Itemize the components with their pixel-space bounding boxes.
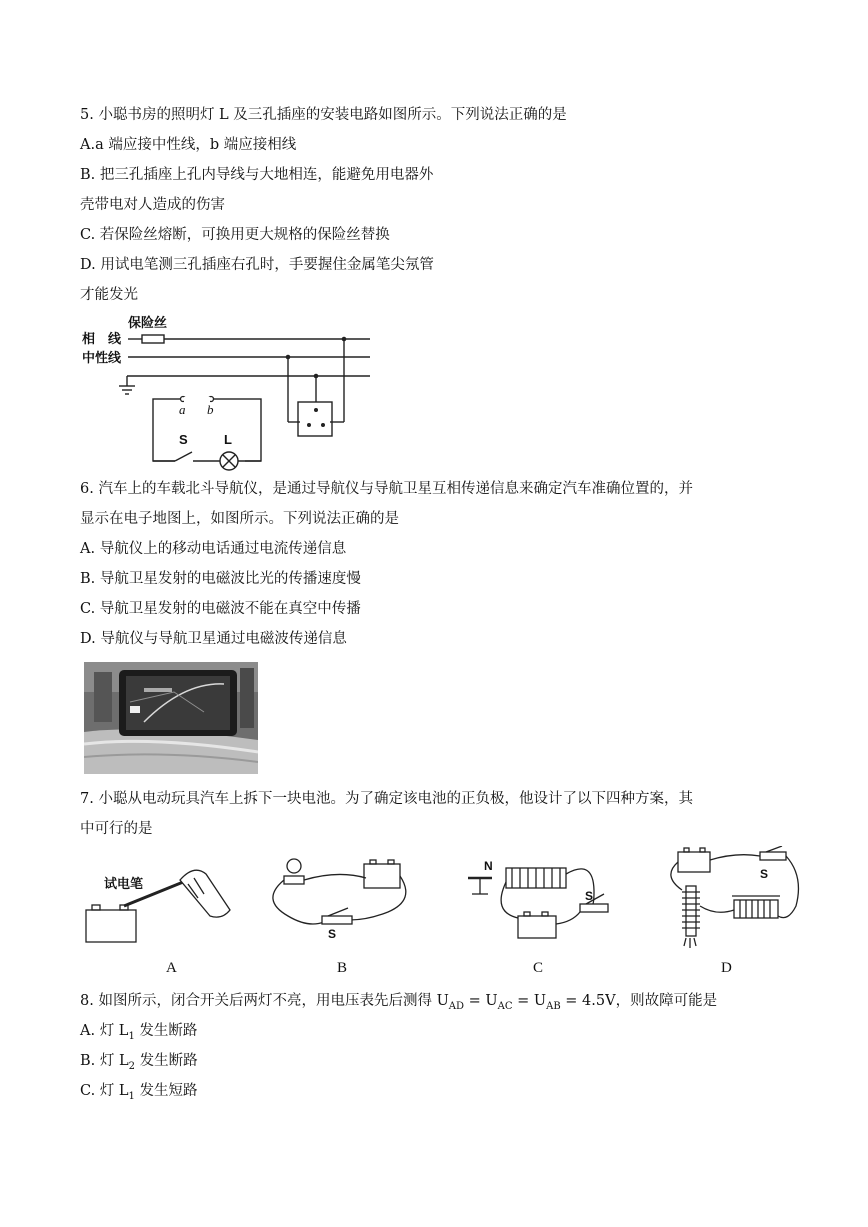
- q8-stem: 8. 如图所示，闭合开关后两灯不亮，用电压表先后测得 $U_{AD} = U_{AC} = U_{AB} = 4.5V$，则故障可能是: [80, 993, 718, 1012]
- q5-option-b-line1: B. 把三孔插座上孔内导线与大地相连，能避免用电器外: [80, 167, 434, 183]
- q6-option-c: C. 导航卫星发射的电磁波不能在真空中传播: [80, 601, 361, 617]
- q7-caption-a: A: [166, 960, 177, 976]
- q5-stem: 5. 小聪书房的照明灯 L 及三孔插座的安装电路如图所示。下列说法正确的是: [80, 107, 567, 123]
- switch-s-icon: [580, 904, 608, 912]
- q7-figure-d: [656, 846, 806, 950]
- q7-figure-b: [258, 850, 416, 938]
- battery-icon: [364, 864, 400, 888]
- q8-option-b: B. 灯 $L_2$ 发生断路: [80, 1053, 198, 1072]
- q6-stem-line1: 6. 汽车上的车载北斗导航仪，是通过导航仪与导航卫星互相传递信息来确定汽车准确位置的，并: [80, 481, 693, 497]
- phase-line-label: 相 线: [82, 331, 122, 346]
- fuse-icon: [142, 335, 164, 343]
- q6-option-a: A. 导航仪上的移动电话通过电流传递信息: [80, 541, 347, 557]
- battery-icon: [86, 910, 136, 942]
- q7-figure-c: [462, 852, 622, 948]
- svg-text:S: S: [328, 927, 337, 938]
- svg-text:S: S: [585, 889, 594, 903]
- battery-icon: [518, 916, 556, 938]
- q7-caption-b: B: [337, 960, 348, 976]
- switch-s-icon: [760, 852, 786, 860]
- q8-option-a: A. 灯 $L_1$ 发生断路: [80, 1023, 198, 1042]
- three-hole-socket-icon: [298, 402, 332, 436]
- q7-stem-line2: 中可行的是: [80, 821, 153, 837]
- q7-caption-d: D: [721, 960, 732, 976]
- neutral-line-label: 中性线: [82, 350, 122, 365]
- bulb-icon: [287, 859, 301, 873]
- svg-text:S: S: [760, 867, 769, 881]
- q5-option-b-line2: 壳带电对人造成的伤害: [80, 197, 225, 213]
- q7-caption-c: C: [533, 960, 544, 976]
- q6-option-d: D. 导航仪与导航卫星通过电磁波传递信息: [80, 631, 347, 647]
- q5-option-d-line1: D. 用试电笔测三孔插座右孔时，手要握住金属笔尖氖管: [80, 257, 434, 273]
- q5-option-a: A.a 端应接中性线，b 端应接相线: [80, 137, 297, 153]
- svg-text:N: N: [484, 859, 493, 873]
- q7-figure-a: [82, 858, 242, 950]
- hand-icon: [180, 870, 230, 917]
- test-pen-label: 试电笔: [104, 876, 144, 891]
- fuse-label: 保险丝: [128, 315, 168, 330]
- q8-option-c: C. 灯 $L_1$ 发生短路: [80, 1083, 198, 1102]
- q5-option-c: C. 若保险丝熔断，可换用更大规格的保险丝替换: [80, 227, 390, 243]
- car-navigation-photo: [84, 662, 258, 774]
- switch-s-icon: [322, 916, 352, 924]
- q7-stem-line1: 7. 小聪从电动玩具汽车上拆下一块电池。为了确定该电池的正负极，他设计了以下四种方案，其: [80, 791, 693, 807]
- q5-circuit-diagram: [80, 312, 380, 472]
- q5-option-d-line2: 才能发光: [80, 287, 138, 303]
- q6-stem-line2: 显示在电子地图上，如图所示。下列说法正确的是: [80, 511, 399, 527]
- switch-s-label: S: [179, 432, 188, 447]
- battery-icon: [678, 852, 710, 872]
- lamp-l-label: L: [224, 432, 232, 447]
- q6-option-b: B. 导航卫星发射的电磁波比光的传播速度慢: [80, 571, 361, 587]
- terminal-a-label: a: [179, 402, 186, 417]
- terminal-b-label: b: [207, 402, 214, 417]
